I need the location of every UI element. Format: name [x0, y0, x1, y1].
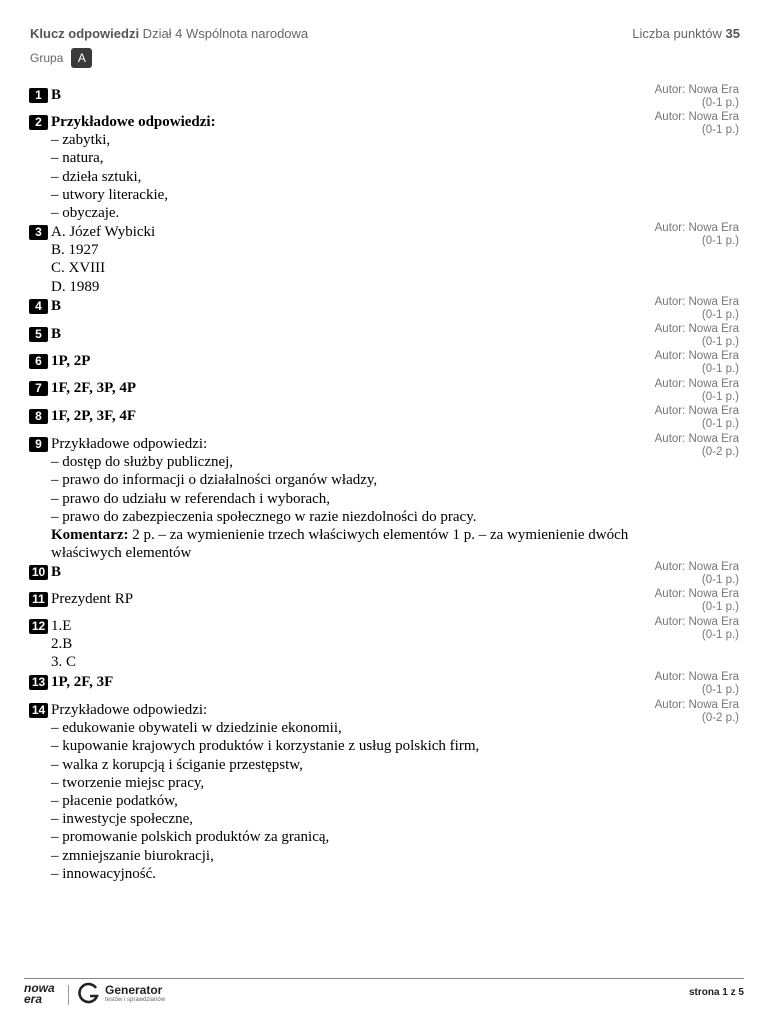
- answer-line: B: [51, 298, 62, 314]
- question-14: [29, 701, 641, 883]
- question-number: 14: [29, 703, 48, 718]
- question-meta-9: Autor: Nowa Era (0-2 p.): [654, 433, 739, 458]
- logo-separator: [68, 985, 69, 1005]
- question-number: 10: [29, 565, 48, 580]
- question-number: 13: [29, 675, 48, 690]
- question-meta-4: Autor: Nowa Era (0-1 p.): [654, 296, 739, 321]
- question-9: [29, 435, 641, 562]
- group-indicator: [30, 48, 92, 68]
- question-number: 12: [29, 619, 48, 634]
- comment-text: 2 p. – za wymienienie trzech właściwych elementów 1 p. – za wymienienie dwóch właściwych elementów: [51, 527, 629, 562]
- question-6: [29, 352, 641, 370]
- group-badge: A: [71, 48, 92, 68]
- answer-line: Prezydent RP: [51, 591, 134, 607]
- generator-logo-icon: [78, 982, 100, 1004]
- answer-line: B: [51, 326, 62, 342]
- question-10: [29, 563, 641, 581]
- total-points: Liczba punktów 35: [632, 26, 740, 41]
- question-meta-6: Autor: Nowa Era (0-1 p.): [654, 350, 739, 375]
- answer-line: D. 1989: [51, 278, 100, 295]
- answer-line: – dostęp do służby publicznej,: [51, 454, 234, 471]
- answer-line: – zabytki,: [51, 132, 111, 149]
- question-number: 9: [29, 437, 48, 452]
- answer-line: – innowacyjność.: [51, 865, 156, 882]
- question-5: [29, 325, 641, 343]
- question-meta-1: Autor: Nowa Era (0-1 p.): [654, 84, 739, 109]
- answer-line: 1P, 2F, 3F: [51, 674, 114, 690]
- generator-logo-text: Generator: [105, 983, 163, 997]
- answer-line: – kupowanie krajowych produktów i korzystanie z usług polskich firm,: [51, 738, 480, 755]
- answer-line: – prawo do zabezpieczenia społecznego w razie niezdolności do pracy.: [51, 508, 477, 525]
- generator-logo-subtitle: testów i sprawdzianów: [105, 997, 166, 1003]
- question-number: 1: [29, 88, 48, 103]
- question-meta-5: Autor: Nowa Era (0-1 p.): [654, 323, 739, 348]
- question-7: [29, 379, 641, 397]
- question-2: [29, 113, 641, 222]
- question-meta-13: Autor: Nowa Era (0-1 p.): [654, 671, 739, 696]
- document-title: Klucz odpowiedzi Dział 4 Wspólnota narodowa: [30, 26, 309, 41]
- answer-line: – zmniejszanie biurokracji,: [51, 847, 214, 864]
- answer-line: B: [51, 87, 62, 103]
- question-meta-10: Autor: Nowa Era (0-1 p.): [654, 561, 739, 586]
- answer-line: 1P, 2P: [51, 353, 91, 369]
- answer-line: 2.B: [51, 636, 73, 653]
- answer-line: C. XVIII: [51, 260, 106, 277]
- answer-line: – inwestycje społeczne,: [51, 811, 194, 828]
- question-meta-7: Autor: Nowa Era (0-1 p.): [654, 378, 739, 403]
- answer-line: B: [51, 564, 62, 580]
- answer-line: – płacenie podatków,: [51, 793, 178, 810]
- answer-line: B. 1927: [51, 242, 99, 259]
- answer-line: Przykładowe odpowiedzi:: [51, 436, 208, 452]
- question-1: [29, 86, 641, 104]
- answer-line: – promowanie polskich produktów za granicą,: [51, 829, 330, 846]
- question-meta-3: Autor: Nowa Era (0-1 p.): [654, 222, 739, 247]
- question-8: [29, 407, 641, 425]
- answer-comment: [51, 526, 641, 562]
- question-number: 6: [29, 354, 48, 369]
- question-number: 5: [29, 327, 48, 342]
- answer-line: 3. C: [51, 654, 77, 671]
- answer-line: 1.E: [51, 618, 72, 634]
- footer-divider: [24, 978, 744, 979]
- question-meta-8: Autor: Nowa Era (0-1 p.): [654, 405, 739, 430]
- question-3: [29, 223, 641, 296]
- answer-line: – utwory literackie,: [51, 186, 169, 203]
- question-number: 8: [29, 409, 48, 424]
- question-number: 3: [29, 225, 48, 240]
- answer-line: Przykładowe odpowiedzi:: [51, 702, 208, 718]
- answer-line: – prawo do informacji o działalności organów władzy,: [51, 472, 378, 489]
- question-meta-11: Autor: Nowa Era (0-1 p.): [654, 588, 739, 613]
- answer-line: – natura,: [51, 150, 104, 167]
- answer-line: Przykładowe odpowiedzi:: [51, 114, 216, 130]
- answer-line: – walka z korupcją i ściganie przestępstw,: [51, 756, 303, 773]
- answer-line: – obyczaje.: [51, 205, 120, 222]
- question-number: 4: [29, 299, 48, 314]
- comment-label: Komentarz:: [51, 527, 129, 544]
- answer-line: A. Józef Wybicki: [51, 224, 156, 240]
- question-meta-14: Autor: Nowa Era (0-2 p.): [654, 699, 739, 724]
- group-label: Grupa: [30, 51, 64, 65]
- question-number: 7: [29, 381, 48, 396]
- question-4: [29, 297, 641, 315]
- answer-line: – edukowanie obywateli w dziedzinie ekonomii,: [51, 720, 342, 737]
- question-12: [29, 617, 641, 672]
- answer-line: – prawo do udziału w referendach i wyborach,: [51, 490, 331, 507]
- question-13: [29, 673, 641, 691]
- nowa-era-logo: nowa era: [24, 981, 55, 1006]
- page-number: strona 1 z 5: [688, 987, 744, 998]
- question-meta-12: Autor: Nowa Era (0-1 p.): [654, 616, 739, 641]
- page-header: [30, 26, 740, 41]
- question-meta-2: Autor: Nowa Era (0-1 p.): [654, 111, 739, 136]
- answer-line: 1F, 2F, 3P, 4P: [51, 380, 137, 396]
- answer-line: 1F, 2P, 3F, 4F: [51, 408, 137, 424]
- answer-line: – tworzenie miejsc pracy,: [51, 774, 205, 791]
- answer-line: – dzieła sztuki,: [51, 168, 142, 185]
- question-number: 11: [29, 592, 48, 607]
- question-number: 2: [29, 115, 48, 130]
- question-11: [29, 590, 641, 608]
